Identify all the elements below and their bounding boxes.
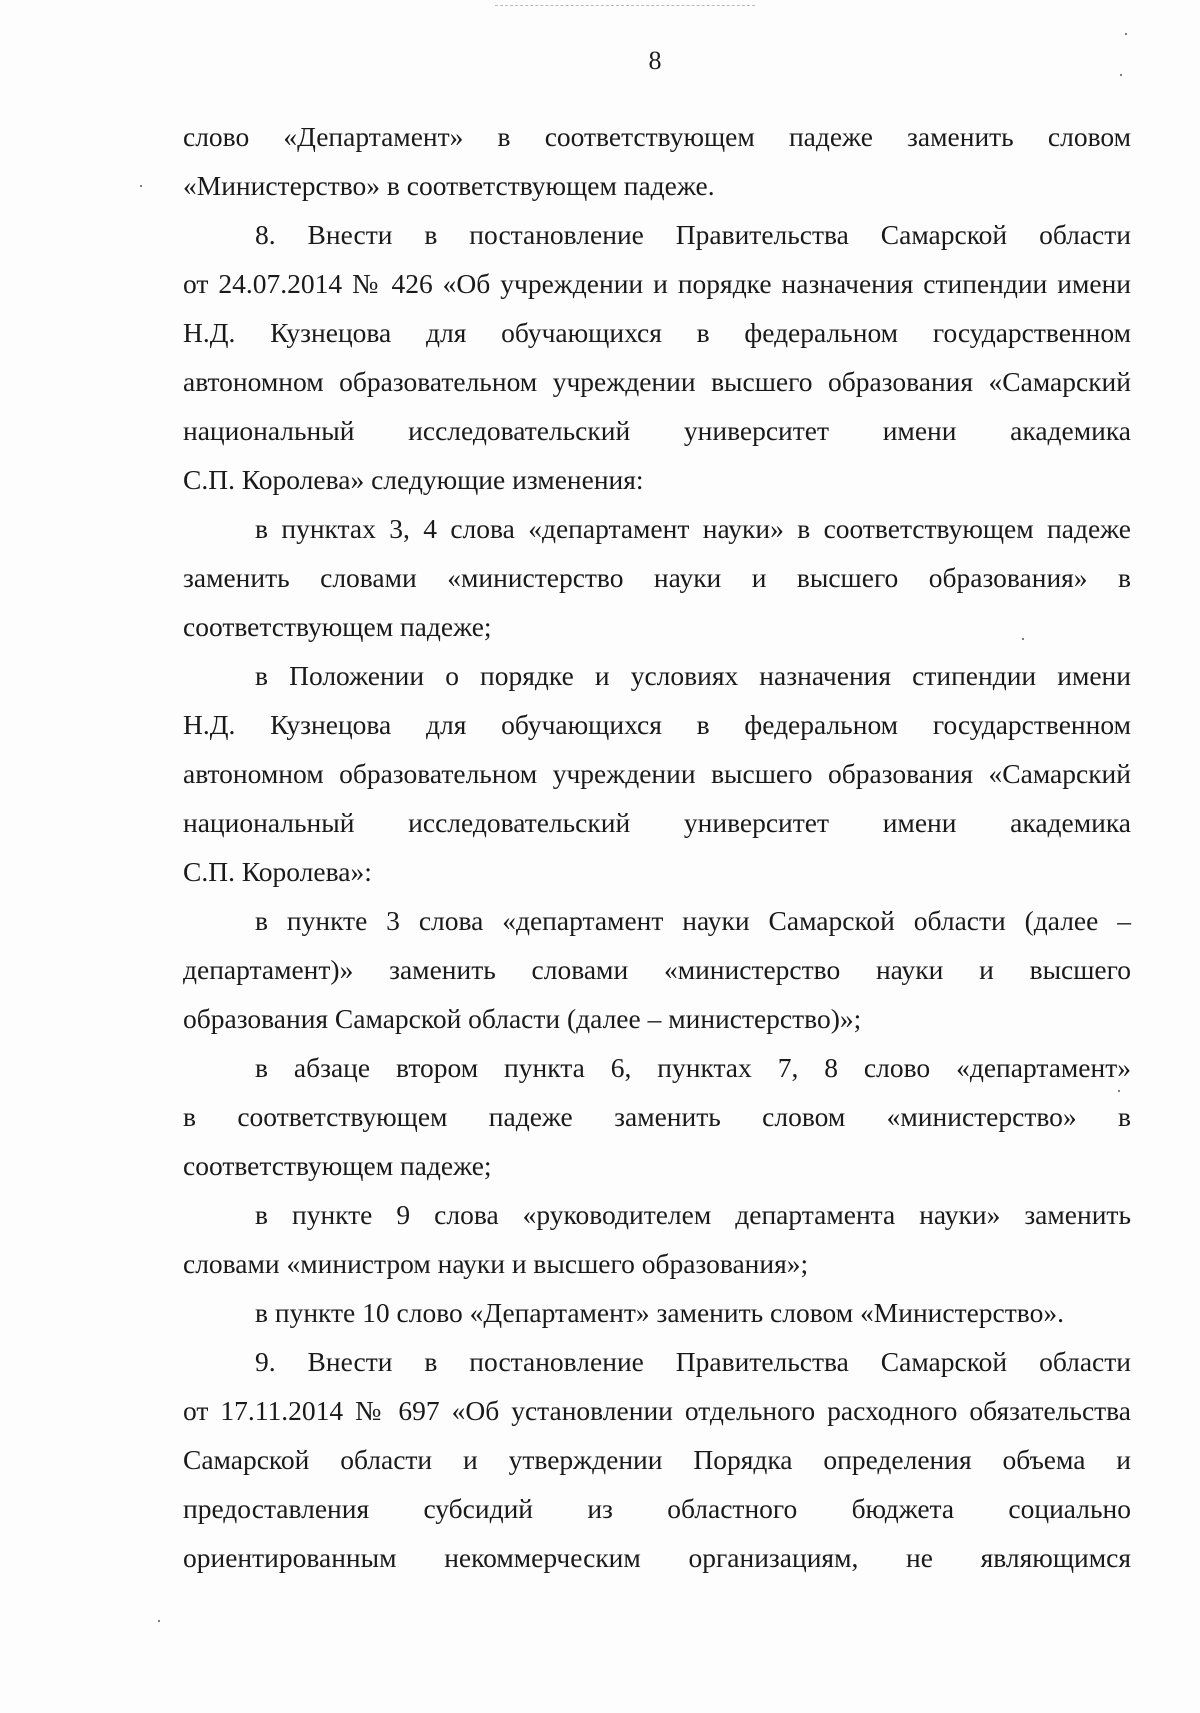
scan-speck	[1120, 74, 1122, 76]
text-line: заменить словами «министерство науки и высшего образования» в	[183, 562, 1131, 593]
text-line: в абзаце втором пункта 6, пунктах 7, 8 слово «департамент»	[255, 1052, 1131, 1083]
text-line: в соответствующем падеже заменить словом «министерство» в	[183, 1101, 1131, 1132]
text-line: от 24.07.2014 № 426 «Об учреждении и порядке назначения стипендии имени	[183, 268, 1131, 299]
text-line: Н.Д. Кузнецова для обучающихся в федеральном государственном	[183, 317, 1131, 348]
text-line: словами «министром науки и высшего образования»;	[183, 1248, 809, 1279]
text-line: автономном образовательном учреждении высшего образования «Самарский	[183, 366, 1131, 397]
scan-speck	[1118, 1090, 1120, 1092]
text-line: предоставления субсидий из областного бюджета социально	[183, 1493, 1131, 1524]
text-line: 9. Внести в постановление Правительства Самарской области	[255, 1346, 1131, 1377]
text-line: в пункте 9 слова «руководителем департамента науки» заменить	[255, 1199, 1131, 1230]
scan-speck	[140, 185, 142, 187]
document-body	[183, 112, 1131, 1582]
text-line: «Министерство» в соответствующем падеже.	[183, 170, 715, 201]
text-line: национальный исследовательский университет имени академика	[183, 807, 1131, 838]
text-line: в пунктах 3, 4 слова «департамент науки» в соответствующем падеже	[255, 513, 1131, 544]
text-line: в пункте 10 слово «Департамент» заменить словом «Министерство».	[255, 1297, 1064, 1328]
text-line: автономном образовательном учреждении высшего образования «Самарский	[183, 758, 1131, 789]
text-line: ориентированным некоммерческим организациям, не являющимся	[183, 1542, 1131, 1573]
text-line: в Положении о порядке и условиях назначения стипендии имени	[255, 660, 1131, 691]
text-line: С.П. Королева»:	[183, 856, 372, 887]
text-line: от 17.11.2014 № 697 «Об установлении отдельного расходного обязательства	[183, 1395, 1131, 1426]
text-line: образования Самарской области (далее – министерство)»;	[183, 1003, 862, 1034]
scan-speck	[1125, 33, 1127, 35]
page-number: 8	[648, 46, 662, 75]
scan-speck	[1022, 638, 1024, 640]
text-line: Н.Д. Кузнецова для обучающихся в федеральном государственном	[183, 709, 1131, 740]
text-line: департамент)» заменить словами «министерство науки и высшего	[183, 954, 1131, 985]
text-line: слово «Департамент» в соответствующем падеже заменить словом	[183, 121, 1131, 152]
text-line: в пункте 3 слова «департамент науки Самарской области (далее –	[255, 905, 1131, 936]
text-line: Самарской области и утверждении Порядка определения объема и	[183, 1444, 1131, 1475]
text-line: соответствующем падеже;	[183, 1150, 492, 1181]
text-line: С.П. Королева» следующие изменения:	[183, 464, 644, 495]
text-line: национальный исследовательский университет имени академика	[183, 415, 1131, 446]
text-line: соответствующем падеже;	[183, 611, 492, 642]
scan-speck	[158, 1620, 160, 1622]
text-line: 8. Внести в постановление Правительства Самарской области	[255, 219, 1131, 250]
scan-top-edge	[495, 5, 755, 7]
